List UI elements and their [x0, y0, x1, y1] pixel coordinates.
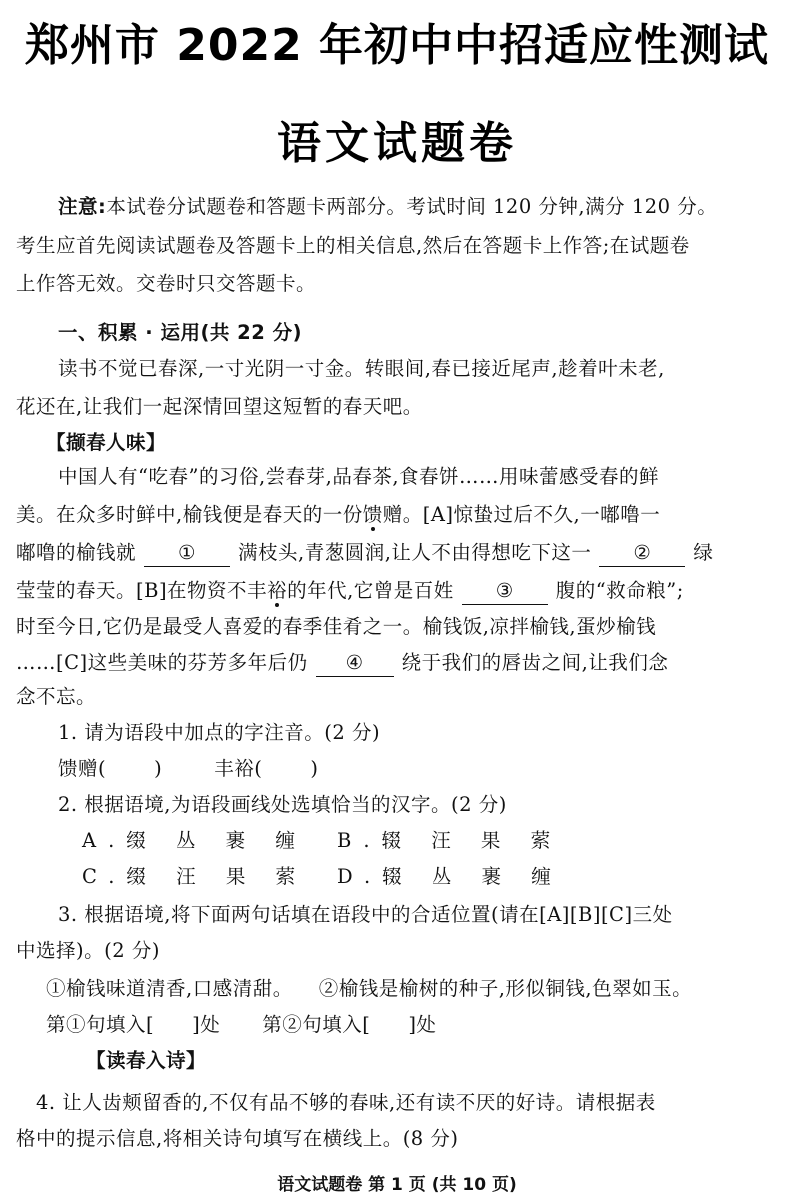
notice-label: 注意: [58, 195, 107, 218]
notice-line-2: 考生应首先阅读试题卷及答题卡上的相关信息,然后在答题卡上作答;在试题卷 [16, 234, 690, 257]
part-heading-2: 【读春入诗】 [86, 1049, 207, 1072]
exam-title: 郑州市 2022 年初中中招适应性测试 [24, 20, 770, 71]
dotted-char: 馈 [362, 503, 383, 526]
blank-2: ② [599, 540, 685, 567]
notice-line-1: 注意:本试卷分试题卷和答题卡两部分。考试时间 120 分钟,满分 120 分。 [58, 195, 718, 218]
sentence-1: ①榆钱味道清香,口感清甜。 [46, 977, 293, 1000]
question-4-line-1: 4. 让人齿颊留香的,不仅有品不够的春味,还有读不厌的好诗。请根据表 [36, 1091, 656, 1114]
option-d: D.辍 丛 裹 缠 [337, 865, 563, 888]
question-3-line-2: 中选择)。(2 分) [16, 939, 160, 962]
passage-line-3: 嘟噜的榆钱就 ① 满枝头,青葱圆润,让人不由得想吃下这一 ② 绿 [16, 538, 713, 568]
blank-3: ③ [462, 578, 548, 605]
intro-line-1: 读书不觉已春深,一寸光阴一寸金。转眼间,春已接近尾声,趁着叶未老, [58, 357, 665, 380]
option-b: B.辍 汪 果 萦 [337, 829, 563, 852]
passage-line-7: 念不忘。 [16, 685, 97, 708]
exam-subtitle: 语文试题卷 [277, 118, 517, 169]
sentence-2: ②榆钱是榆树的种子,形似铜钱,色翠如玉。 [318, 977, 693, 1000]
question-3-line-1: 3. 根据语境,将下面两句话填在语段中的合适位置(请在[A][B][C]三处 [58, 903, 673, 926]
passage-line-4: 莹莹的春天。[B]在物资不丰裕的年代,它曾是百姓 ③ 腹的“救命粮”; [16, 576, 684, 606]
passage-line-5: 时至今日,它仍是最受人喜爱的春季佳肴之一。榆钱饭,凉拌榆钱,蛋炒榆钱 [16, 615, 657, 638]
passage-line-2: 美。在众多时鲜中,榆钱便是春天的一份馈赠。[A]惊蛰过后不久,一嘟噜一 [16, 503, 661, 526]
q3-sentences [46, 974, 692, 1004]
option-c: C.缀 汪 果 萦 [82, 865, 308, 888]
blank-4: ④ [316, 650, 394, 677]
option-a: A.缀 丛 裹 缠 [82, 829, 307, 852]
question-2: 2. 根据语境,为语段画线处选填恰当的汉字。(2 分) [58, 793, 507, 816]
q2-options-row-2 [82, 862, 592, 892]
blank-1: ① [144, 540, 230, 567]
question-4-line-2: 格中的提示信息,将相关诗句填写在横线上。(8 分) [16, 1127, 459, 1150]
part-heading: 【撷春人味】 [46, 431, 167, 454]
question-1: 1. 请为语段中加点的字注音。(2 分) [58, 721, 381, 744]
passage-line-6: ……[C]这些美味的芬芳多年后仍 ④ 绕于我们的唇齿之间,让我们念 [16, 648, 668, 678]
q3-fill-row: 第①句填入[ ]处 第②句填入[ ]处 [46, 1013, 437, 1036]
page-footer: 语文试题卷 第 1 页 (共 10 页) [277, 1175, 517, 1195]
section-heading: 一、积累 · 运用(共 22 分) [58, 321, 303, 344]
dotted-char: 裕 [267, 579, 288, 602]
passage-line-1: 中国人有“吃春”的习俗,尝春芽,品春茶,食春饼……用味蕾感受春的鲜 [58, 465, 660, 488]
intro-line-2: 花还在,让我们一起深情回望这短暂的春天吧。 [16, 395, 423, 418]
q1-answer-row: 馈赠( ) 丰裕( ) [58, 757, 319, 780]
notice-line-3: 上作答无效。交卷时只交答题卡。 [16, 272, 317, 295]
q2-options-row-1 [82, 826, 592, 856]
